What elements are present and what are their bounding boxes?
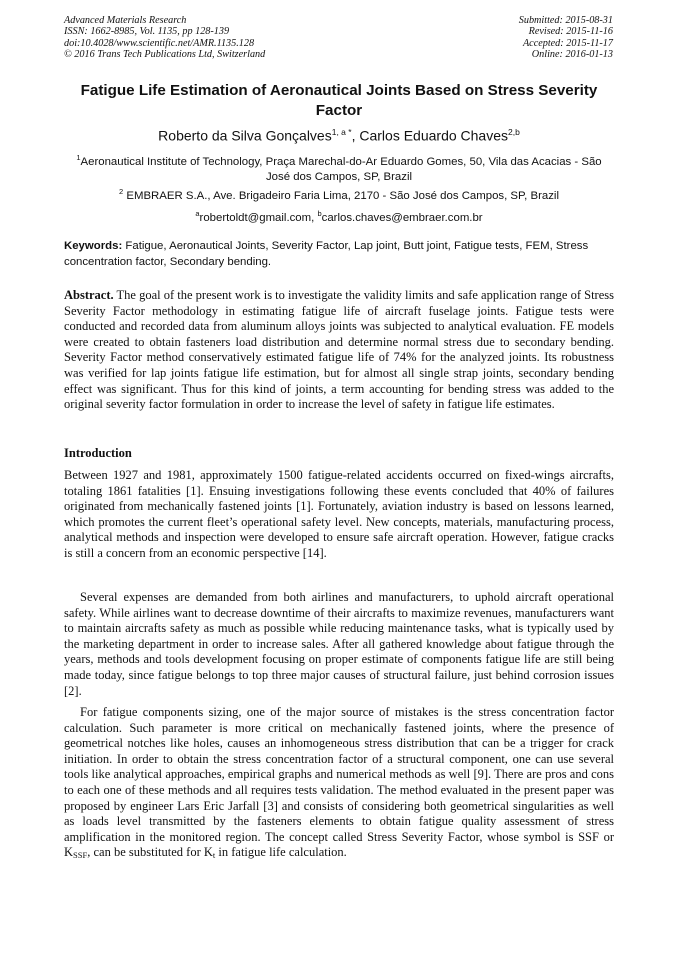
paragraph-3-text-c: in fatigue life calculation. <box>215 845 347 860</box>
paragraph-3-text-a: For fatigue components sizing, one of the major source of mistakes is the stress concentration factor calculation. Such parameter is more critical on mechanically fastened joints, where the presence of geometrical notches like holes, causes an inhomogeneous stress distribution that can be a trigger for crack initiation. In order to obtain the stress concentration factor of a structural component, one can use several tools like analytical approaches, empirical graphs and numerical methods as well [9]. There are pros and cons to each one of these methods and all requires tests validation. The method evaluated in the present paper was proposed by engineer Lars Eric Jarfall [3] and consists of considering both geometrical singularities as well as loads level transmitted by the fasteners elements to obtain fatigue quality assessment of stress amplification in the monitored region. The concept called Stress Severity Factor, whose symbol is SSF or K <box>64 705 614 860</box>
dates-header <box>519 15 613 61</box>
online-date: Online: 2016-01-13 <box>531 49 613 61</box>
journal-info-header <box>64 15 265 61</box>
email-b-mark: b <box>317 209 322 218</box>
author-emails <box>64 206 614 226</box>
kssf-subscript: SSF <box>73 850 88 861</box>
affiliation-1 <box>64 150 614 185</box>
email-a: robertoldt@gmail.com, <box>199 211 318 224</box>
submitted-date: Submitted: 2015-08-31 <box>518 15 613 26</box>
author-2-affil-mark: 2,b <box>508 127 520 137</box>
copyright-line: © 2016 Trans Tech Publications Ltd, Switzerland <box>64 49 266 61</box>
keywords-block <box>64 239 614 270</box>
keywords-text: Fatigue, Aeronautical Joints, Severity Factor, Lap joint, Butt joint, Fatigue tests, FEM, Stress concentration factor, Secondary bending. <box>64 240 589 268</box>
paragraph-3-text-b: , can be substituted for K <box>87 845 213 860</box>
paper-title: Fatigue Life Estimation of Aeronautical Joints Based on Stress Severity Factor <box>80 82 598 119</box>
abstract-text: The goal of the present work is to investigate the validity limits and safe application range of Stress Severity Factor methodology in estimating fatigue life of aircraft fuselage joints. Fatigue tests were conducted and recorded data from aluminum alloys joints was subjected to analytical evaluation. FE models were created to obtain fasteners load distribution and determine normal stress due to secondary bending. Severity Factor method conservatively estimated fatigue life of 74% for the analyzed joints. Its robustness was verified for lap joints fatigue life estimation, but for almost all single strap joints, secondary bending effect was significant. Thus for this kind of joints, a term accounting for bending stress was added to the original severity factor formulation in order to increase the level of safety in fatigue life estimates. <box>64 288 614 412</box>
affiliation-1-text: Aeronautical Institute of Technology, Praça Marechal-do-Ar Eduardo Gomes, 50, Vila das Acacias - São José dos Campos, SP, Brazil <box>80 155 602 183</box>
issn-line: ISSN: 1662-8985, Vol. 1135, pp 128-139 <box>64 26 230 38</box>
affiliation-2-text: EMBRAER S.A., Ave. Brigadeiro Faria Lima, 2170 - São José dos Campos, SP, Brazil <box>123 189 559 202</box>
email-a-mark: a <box>195 209 200 218</box>
affiliation-2-mark: 2 <box>119 187 124 196</box>
accepted-date: Accepted: 2015-11-17 <box>522 37 613 49</box>
author-separator: , <box>351 127 360 144</box>
affiliation-1-mark: 1 <box>76 153 81 162</box>
keywords-label: Keywords: <box>64 240 123 252</box>
author-2: Carlos Eduardo Chaves <box>359 127 508 144</box>
doi-line: doi:10.4028/www.scientific.net/AMR.1135.128 <box>64 37 255 49</box>
author-1: Roberto da Silva Gonçalves <box>158 127 332 144</box>
affiliation-2 <box>64 184 614 204</box>
introduction-paragraph-3 <box>64 705 614 864</box>
revised-date: Revised: 2015-11-16 <box>528 26 613 38</box>
author-line <box>64 123 614 145</box>
introduction-paragraph-1: Between 1927 and 1981, approximately 1500 fatigue-related accidents occurred on fixed-wings aircrafts, totaling 1861 fatalities [1]. Ensuing investigations following these events concluded that 40% of failures originated from mechanically fastened joints [1]. Fortunately, aviation industry is based on lessons learned, which promotes the current fleet’s operational safety level. New concepts, materials, manufacturing process, analytical methods and inspection were developed to ensure safe aircraft operation. However, fatigue cracks is still a concern from an economic perspective [14]. <box>64 468 614 560</box>
journal-name: Advanced Materials Research <box>64 15 187 26</box>
author-1-affil-mark: 1, a * <box>331 127 352 137</box>
abstract-block <box>64 288 614 413</box>
email-b: carlos.chaves@embraer.com.br <box>321 211 483 224</box>
abstract-label: Abstract. <box>64 288 114 302</box>
kt-subscript: t <box>212 850 216 861</box>
introduction-heading: Introduction <box>64 446 132 460</box>
introduction-paragraph-2: Several expenses are demanded from both airlines and manufacturers, to uphold aircraft operational safety. While airlines want to decrease downtime of their aircrafts to maximize revenues, manufacturers want to maintain aircrafts safety as much as possible while reducing maintenance tasks, what is typically used by the marketing department in order to increase sales. After all gathered knowledge about fatigue through the years, methods and tools development focusing on proper estimate of components fatigue life are still being made today, since fatigue belongs to top three major causes of structural failure, just behind corrosion issues [2]. <box>64 590 614 698</box>
